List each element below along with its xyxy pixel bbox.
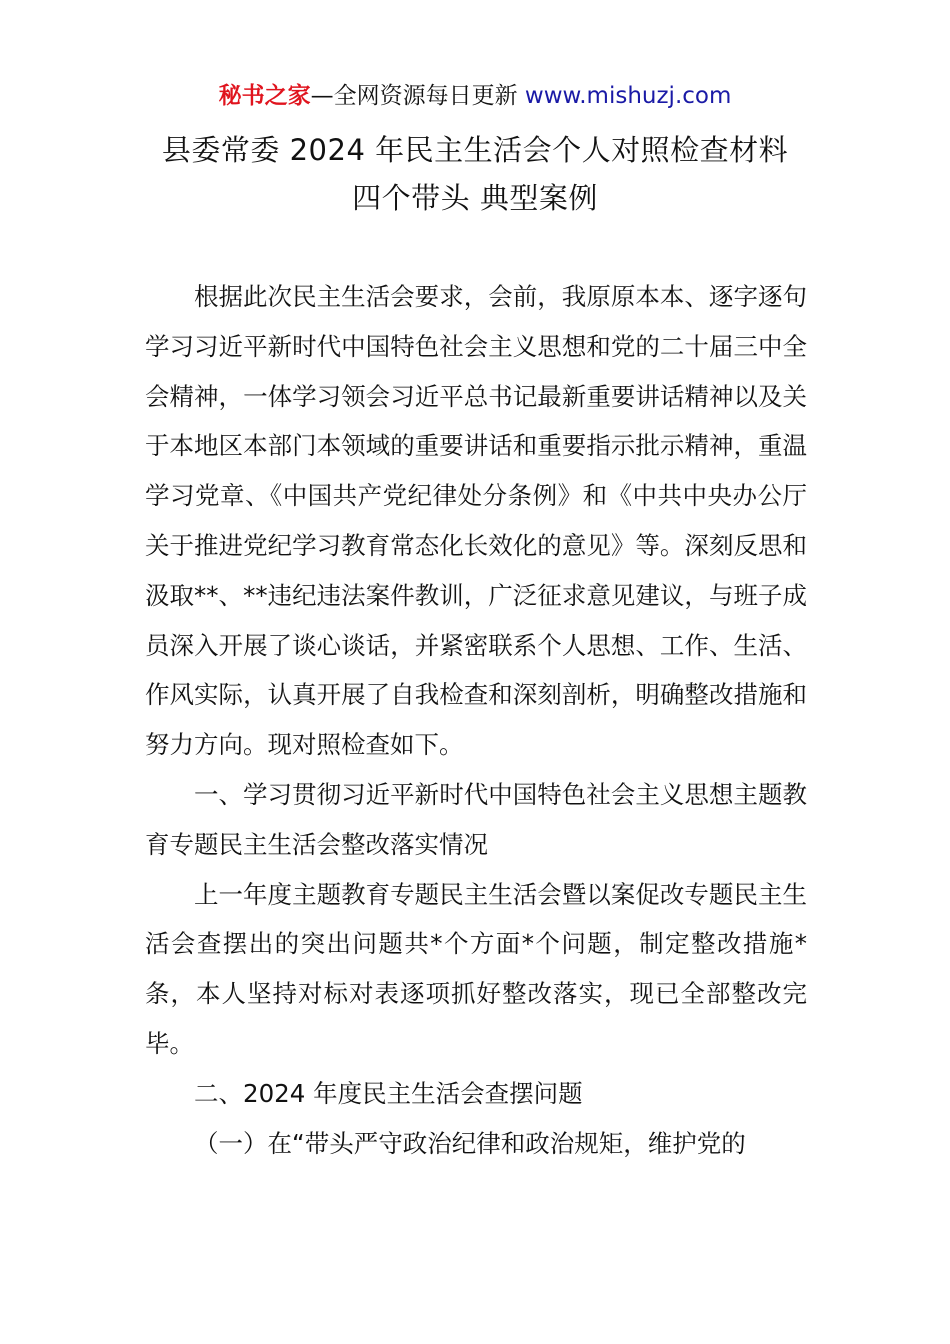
- document-body: [145, 272, 807, 1168]
- brand-name: 秘书之家: [218, 83, 311, 109]
- paragraph-intro: 根据此次民主生活会要求，会前，我原原本本、逐字逐句学习习近平新时代中国特色社会主义思想和党的二十届三中全会精神，一体学习领会习近平总书记最新重要讲话精神以及关于本地区本部门本领域的重要讲话和重要指示批示精神，重温学习党章、《中国共产党纪律处分条例》和《中共中央办公厅关于推进党纪学习教育常态化长效化的意见》等。深刻反思和汲取**、**违纪违法案件教训，广泛征求意见建议，与班子成员深入开展了谈心谈话，并紧密联系个人思想、工作、生活、作风实际，认真开展了自我检查和深刻剖析，明确整改措施和努力方向。现对照检查如下。: [145, 282, 807, 760]
- document-title: 县委常委 2024 年民主生活会个人对照检查材料: [161, 133, 789, 167]
- paragraph-rectification: 上一年度主题教育专题民主生活会暨以案促改专题民主生活会查摆出的突出问题共*个方面*个问题，制定整改措施*条，本人坚持对标对表逐项抓好整改落实，现已全部整改完毕。: [145, 879, 807, 1058]
- document-subtitle: 四个带头 典型案例: [352, 181, 598, 215]
- site-header: [0, 80, 950, 112]
- section-heading-1: 一、学习贯彻习近平新时代中国特色社会主义思想主题教育专题民主生活会整改落实情况: [145, 779, 807, 859]
- header-tagline: —全网资源每日更新: [310, 83, 525, 109]
- site-url-link[interactable]: www.mishuzj.com: [524, 83, 732, 109]
- subsection-heading-1: （一）在“带头严守政治纪律和政治规矩，维护党的: [194, 1128, 746, 1158]
- section-heading-2: 二、2024 年度民主生活会查摆问题: [194, 1078, 583, 1108]
